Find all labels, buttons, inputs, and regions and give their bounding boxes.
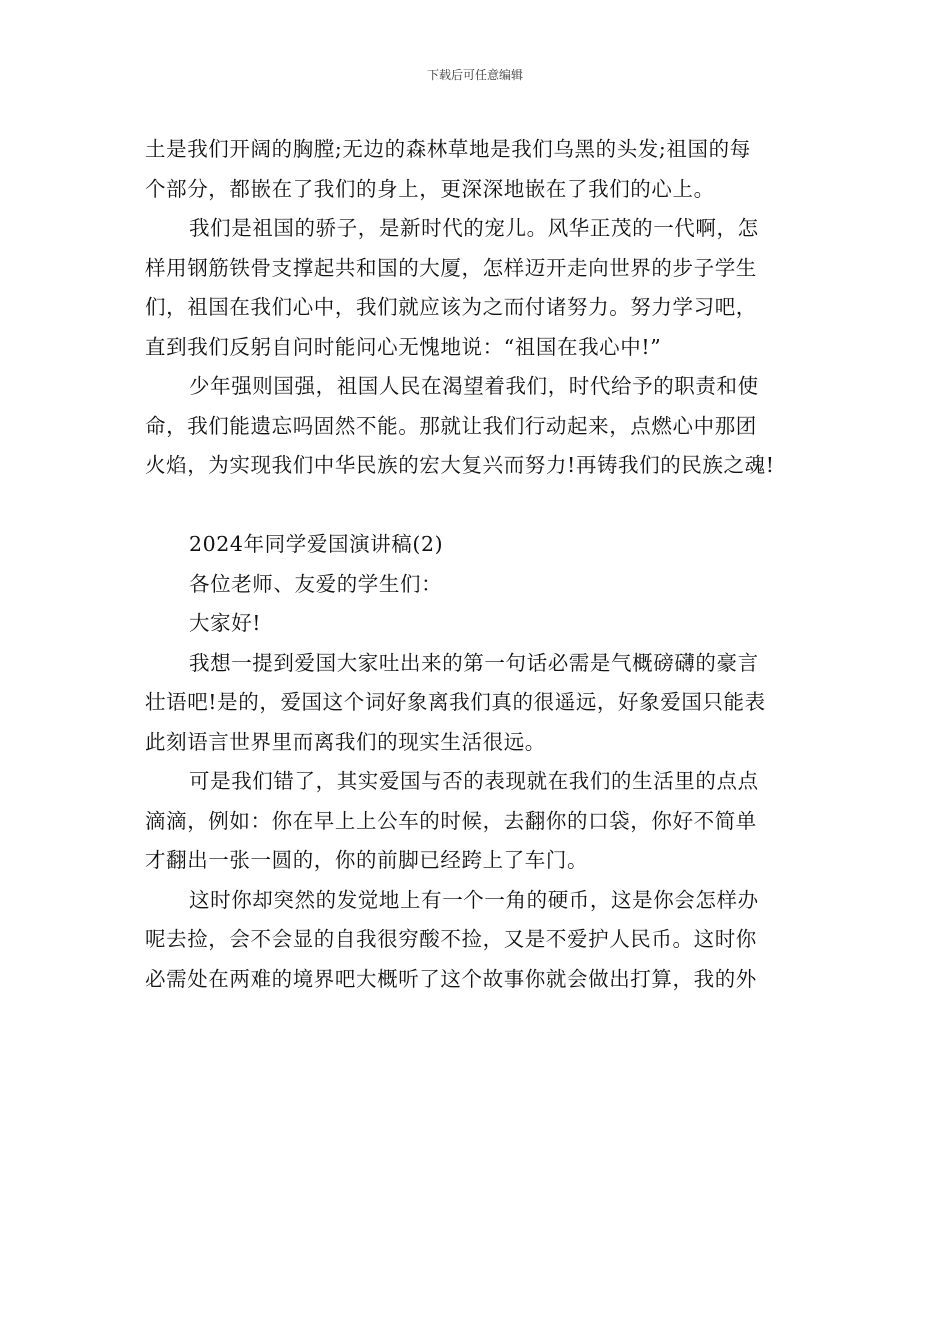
- paragraph: [145, 525, 810, 565]
- paragraph-gap: [145, 486, 810, 526]
- text-line: 可是我们错了，其实爱国与否的表现就在我们的生活里的点点: [189, 769, 759, 793]
- text-line: 火焰，为实现我们中华民族的宏大复兴而努力!再铸我们的民族之魂!: [145, 453, 775, 477]
- paragraph: [145, 130, 810, 209]
- text-line: 壮语吧!是的，爱国这个词好象离我们真的很遥远，好象爱国只能表: [145, 690, 766, 714]
- text-line: 必需处在两难的境界吧大概听了这个故事你就会做出打算，我的外: [145, 966, 757, 991]
- paragraph: [145, 367, 810, 486]
- paragraph: [145, 604, 810, 644]
- text-line: 我们是祖国的骄子，是新时代的宠儿。风华正茂的一代啊，怎: [189, 216, 759, 240]
- page-header-note: 下载后可任意编辑: [426, 68, 523, 82]
- text-line: 此刻语言世界里而离我们的现实生活很远。: [145, 729, 546, 754]
- text-line: 们，祖国在我们心中，我们就应该为之而付诸努力。努力学习吧，: [145, 295, 757, 319]
- paragraph: [145, 209, 810, 367]
- text-line: 少年强则国强，祖国人民在渴望着我们，时代给予的职责和使: [189, 374, 759, 398]
- text-line: 呢去捡，会不会显的自我很穷酸不捡，又是不爱护人民币。这时你: [145, 927, 757, 951]
- text-line: 直到我们反躬自问时能问心无愧地说：“祖国在我心中!”: [145, 334, 662, 359]
- text-line: 这时你却突然的发觉地上有一个一角的硬币，这是你会怎样办: [189, 887, 759, 912]
- text-line: 我想一提到爱国大家吐出来的第一句话必需是气概磅礴的豪言: [189, 650, 759, 675]
- text-line: 命，我们能遗忘吗固然不能。那就让我们行动起来，点燃心中那团: [145, 413, 757, 438]
- text-line: 各位老师、友爱的学生们：: [189, 571, 443, 596]
- text-line: 2024年同学爱国演讲稿(2): [189, 532, 444, 556]
- paragraph: [145, 644, 810, 763]
- paragraph: [145, 565, 810, 605]
- text-line: 才翻出一张一圆的，你的前脚已经跨上了车门。: [145, 848, 589, 872]
- document-body: [145, 130, 810, 999]
- text-line: 土是我们开阔的胸膛;无边的森林草地是我们乌黑的头发;祖国的每: [145, 137, 751, 161]
- paragraph: [145, 881, 810, 1000]
- paragraph: [145, 762, 810, 881]
- text-line: 样用钢筋铁骨支撑起共和国的大厦，怎样迈开走向世界的步子学生: [145, 255, 757, 280]
- text-line: 大家好!: [189, 611, 262, 635]
- text-line: 个部分，都嵌在了我们的身上，更深深地嵌在了我们的心上。: [145, 176, 715, 201]
- text-line: 滴滴，例如：你在早上上公车的时候，去翻你的口袋，你好不简单: [145, 808, 757, 833]
